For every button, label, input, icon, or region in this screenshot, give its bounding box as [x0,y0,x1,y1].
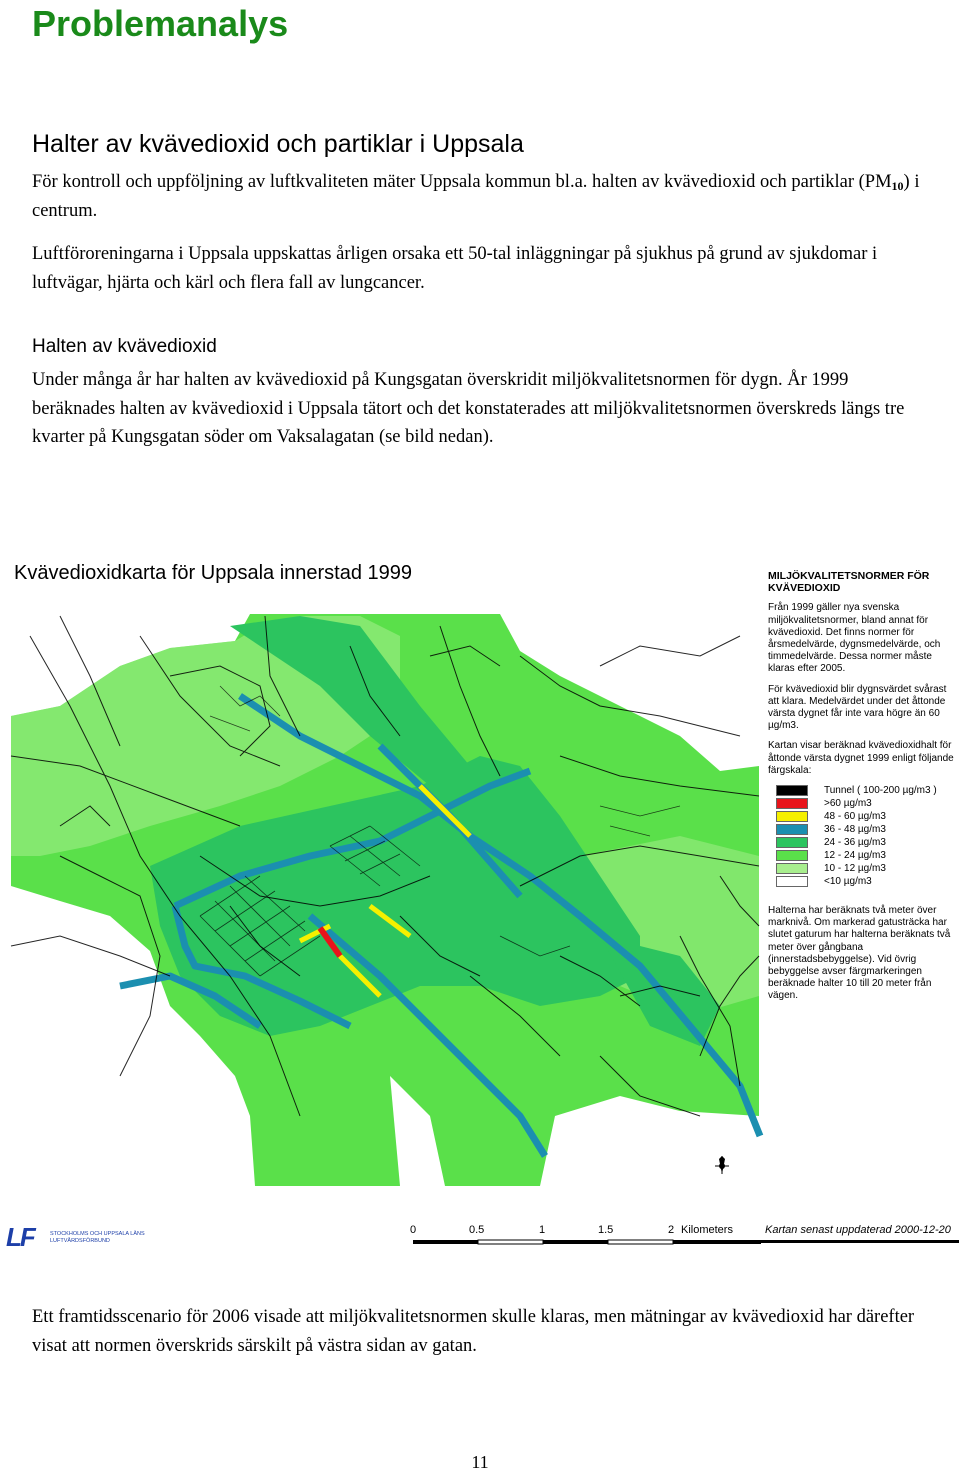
legend-text-method: Halterna har beräknats två meter över marknivå. Om markerad gatusträcka har slutet gaturum har halterna beräknats två meter över gångbana (innerstadsbebyggelse). Vid övrig bebyggelse avser färgmarkeringen beräknade halter 10 till 20 meter från vägen. [768,905,951,1002]
color-scale-label: 48 - 60 µg/m3 [824,811,886,823]
color-scale-label: 36 - 48 µg/m3 [824,824,886,836]
color-scale-row [768,798,960,811]
no2-paragraph: Under många år har halten av kvävedioxid på Kungsgatan överskridit miljökvalitetsnormen för dygn. År 1999 beräknades halten av kvävedioxid i Uppsala tätort och det konstaterades att miljökvalitetsnormen överskreds längs tre kvarter på Kungsgatan söder om Vaksalagatan (se bild nedan). [32,370,905,447]
intro-paragraph [32,168,932,225]
logo-mark: LF [6,1222,34,1252]
pm-subscript: 10 [891,179,904,193]
color-scale-label: 24 - 36 µg/m3 [824,837,886,849]
color-scale-row [768,811,960,824]
map-title: Kvävedioxidkarta för Uppsala innerstad 1999 [14,562,413,584]
intro-text-a: För kontroll och uppföljning av luftkvaliteten mäter Uppsala kommun bl.a. halten av kvävedioxid och partiklar (PM [32,172,892,192]
color-swatch [776,798,808,809]
scale-label-1-5: 1.5 [598,1224,614,1236]
intro-text-b: ) i centrum. [32,172,920,221]
subheading-no2: Halten av kvävedioxid [32,336,217,357]
scale-label-unit: Kilometers [681,1224,733,1236]
legend-heading: MILJÖKVALITETSNORMER FÖR KVÄVEDIOXID [768,570,930,595]
color-swatch [776,785,808,796]
color-scale-row [768,837,960,850]
section-heading: Halter av kvävedioxid och partiklar i Uppsala [32,130,524,158]
color-scale-row [768,850,960,863]
scale-bar [413,1240,959,1244]
color-swatch [776,876,808,887]
page-title: Problemanalys [32,3,289,44]
outlook-paragraph: Ett framtidsscenario för 2006 visade att miljökvalitetsnormen skulle klaras, men mätningar av kvävedioxid har därefter visat att normen överskrids särskilt på västra sidan av gatan. [32,1307,915,1356]
legend-text-scale-intro: Kartan visar beräknad kvävedioxidhalt för åttonde värsta dygnet 1999 enligt följande färgskala: [768,740,954,776]
map-updated-date: Kartan senast uppdaterad 2000-12-20 [765,1224,951,1236]
legend-text-norms: Från 1999 gäller nya svenska miljökvalitetsnormer, bland annat för kvävedioxid. Det finns normer för årsmedelvärde, dygnsmedelvärde, och timmedelvärde. Dessa normer måste klaras efter 2005. [768,602,941,675]
color-scale-label: 12 - 24 µg/m3 [824,850,886,862]
color-scale-row [768,863,960,876]
scale-label-1: 1 [539,1224,546,1236]
color-scale-label: Tunnel ( 100-200 µg/m3 ) [824,785,937,797]
scale-label-0: 0 [410,1224,417,1236]
color-swatch [776,837,808,848]
map-legend [768,570,960,1011]
page-number: 11 [471,1452,489,1472]
color-scale-list [768,785,960,891]
no2-map-figure [0,556,960,1256]
color-swatch [776,824,808,835]
scale-label-2: 2 [668,1224,675,1236]
color-swatch [776,863,808,874]
color-scale-label: 10 - 12 µg/m3 [824,863,886,875]
legend-text-daily: För kvävedioxid blir dygnsvärdet svårast att klara. Medelvärdet under det åttonde värsta dygnet får inte vara högre än 60 µg/m3. [768,683,947,732]
color-scale-row [768,824,960,837]
color-swatch [776,811,808,822]
logo-text: STOCKHOLMS OCH UPPSALA LÄNS LUFTVÅRDSFÖRBUND [50,1231,145,1244]
color-scale-label: <10 µg/m3 [824,876,872,888]
health-paragraph: Luftföroreningarna i Uppsala uppskattas årligen orsaka ett 50-tal inläggningar på sjukhus på grund av sjukdomar i luftvägar, hjärta och kärl och flera fall av lungcancer. [32,244,878,293]
color-scale-row [768,876,960,889]
color-scale-row [768,785,960,798]
color-scale-label: >60 µg/m3 [824,798,872,810]
scale-label-0-5: 0.5 [469,1224,485,1236]
color-swatch [776,850,808,861]
